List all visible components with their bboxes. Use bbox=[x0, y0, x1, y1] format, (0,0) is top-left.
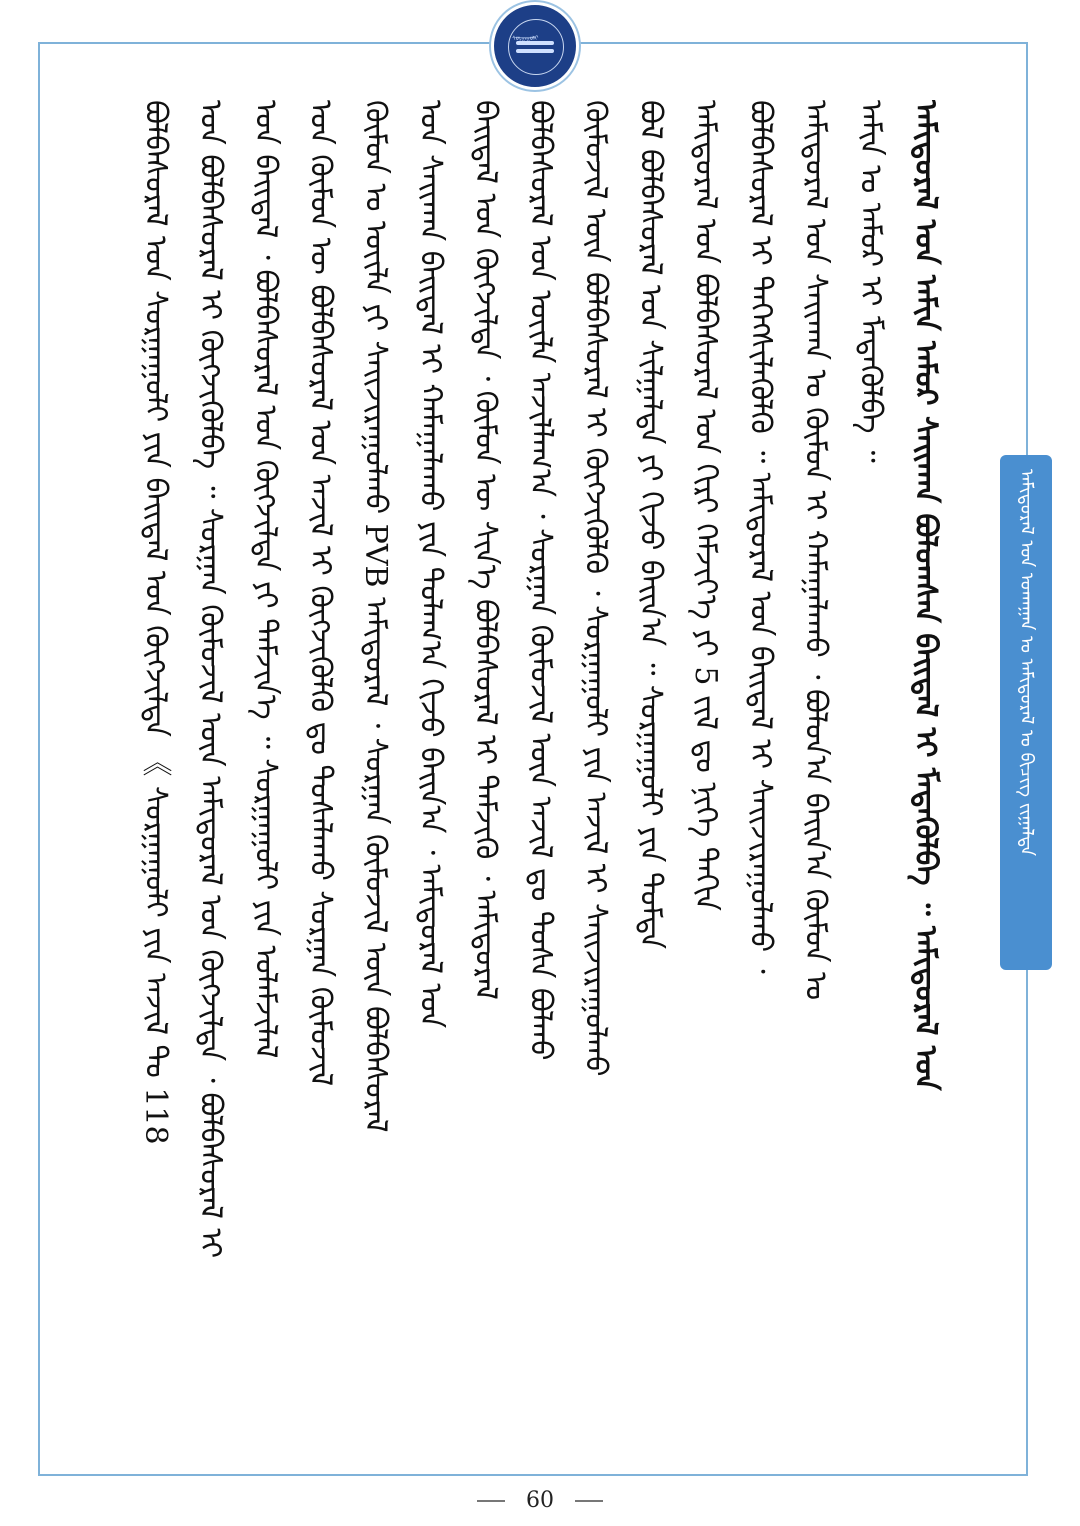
footer-dash-left bbox=[477, 1500, 505, 1502]
text-column bbox=[300, 100, 340, 1460]
text-column bbox=[190, 100, 230, 1460]
text-column bbox=[905, 100, 945, 1460]
text-column bbox=[355, 100, 395, 1460]
text-column-line: ᠪᠣᠯᠪᠠᠰᠤᠷᠠᠯ ᠤᠨ ᠦᠢᠯᠡ ᠠᠵᠢᠯᠯᠠᠭ᠎ᠠ ᠂ ᠰᠤᠷᠭᠠᠨ ᠬᠦᠮᠦᠵᠢᠯ ᠦᠨ ᠠᠵᠢᠯ ᠳᠤ ᠲᠤᠰᠠ ᠪᠣᠯᠬᠤ bbox=[523, 100, 558, 1061]
side-tab-label: ᠠᠮᠢᠳᠤᠷᠠᠯ ᠤᠨ ᠤᠬᠠᠭᠠᠨ ᠤ ᠠᠮᠢᠳᠤᠷᠠᠯ ᠤ ᠪᠢᠴᠢᠭ ᠵᠢᠭᠠᠯᠲᠠ bbox=[1016, 469, 1037, 857]
text-column-line: ᠤᠨ ᠪᠠᠢᠳᠠᠯ ᠂ ᠪᠣᠯᠪᠠᠰᠤᠷᠠᠯ ᠤᠨ ᠬᠥᠭᠵᠢᠯᠲᠡ ᠶᠢ ᠳᠡᠮᠵᠢᠨ᠎ᠡ ᠃ ᠰᠤᠷᠭᠠᠭᠤᠯᠢ ᠶᠢᠨ ᠤᠯᠠᠮᠵᠢᠯᠠᠯ bbox=[248, 100, 283, 1059]
text-column-line: ᠠᠮᠢᠳᠤᠷᠠᠯ ᠤᠨ ᠰᠠᠢᠬᠠᠨ ᠤ ᠬᠦᠮᠦᠨ ᠢ ᠬᠠᠮᠠᠭᠠᠯᠠᠬᠤ ᠂ ᠪᠣᠯᠣᠨ᠎ᠠ ᠪᠠᠢᠨ᠎ᠠ ᠬᠦᠮᠦᠨ ᠤ bbox=[798, 100, 833, 1001]
section-side-tab[interactable] bbox=[1000, 455, 1052, 970]
text-column-line: ᠪᠣᠯᠪᠠᠰᠤᠷᠠᠯ ᠤᠨ ᠰᠤᠷᠭᠠᠭᠤᠯᠢ ᠶᠢᠨ ᠪᠠᠢᠳᠠᠯ ᠤᠨ ᠬᠥᠭᠵᠢᠯᠲᠡ 《 ᠰᠤᠷᠭᠠᠭᠤᠯᠢ ᠶᠢᠨ ᠠᠵᠢᠯ ᠲᠤ 118 bbox=[138, 100, 173, 1145]
page-number: 60 bbox=[526, 1488, 554, 1513]
vertical-text-body bbox=[95, 100, 965, 1460]
text-column-line: ᠠᠮᠢᠨ ᠤ ᠠᠮᠤᠷ ᠢ ᠮᠡᠳᠡᠭᠦᠯᠪᠡ ᠃ bbox=[853, 100, 888, 463]
text-column-line: ᠪᠠᠢᠳᠠᠯ ᠤᠨ ᠬᠥᠭᠵᠢᠯᠲᠡ ᠂ ᠬᠦᠮᠦᠨ ᠦ ᠰᠢᠨ᠎ᠡ ᠪᠣᠯᠪᠠᠰᠤᠷᠠᠯ ᠢ ᠳᠡᠮᠵᠢᠬᠦ ᠂ ᠠᠮᠢᠳᠤᠷᠠᠯ bbox=[468, 100, 503, 1000]
text-column bbox=[465, 100, 505, 1460]
footer-dash-right bbox=[575, 1500, 603, 1502]
text-column-line: ᠤᠨ ᠪᠣᠯᠪᠠᠰᠤᠷᠠᠯ ᠢ ᠬᠥᠭᠵᠢᠭᠦᠯᠪᠡ ᠃ ᠰᠤᠷᠭᠠᠨ ᠬᠦᠮᠦᠵᠢᠯ ᠦᠨ ᠠᠮᠢᠳᠤᠷᠠᠯ ᠤᠨ ᠬᠥᠭᠵᠢᠯᠲᠡ ᠂ ᠪᠣᠯᠪᠠᠰᠤᠷᠠᠯ ᠢ bbox=[193, 100, 228, 1259]
text-column-line: ᠪᠣᠯ ᠪᠣᠯᠪᠠᠰᠤᠷᠠᠯ ᠤᠨ ᠰᠢᠯᠭᠠᠯᠲᠠ ᠶᠢ ᠬᠢᠵᠦ ᠪᠠᠢᠨ᠎ᠠ ᠃ ᠰᠤᠷᠭᠠᠭᠤᠯᠢ ᠶᠢᠨ ᠳᠤᠮᠳᠠ bbox=[633, 100, 668, 950]
text-column-line: ᠪᠣᠯᠪᠠᠰᠤᠷᠠᠯ ᠢ ᠳᠡᠭᠡᠭᠰᠢᠯᠡᠭᠦᠯᠬᠦ ᠃ ᠠᠮᠢᠳᠤᠷᠠᠯ ᠤᠨ ᠪᠠᠢᠳᠠᠯ ᠢ ᠰᠠᠢᠵᠢᠷᠠᠭᠤᠯᠬᠤ ᠂ bbox=[743, 100, 778, 974]
page-footer bbox=[0, 1488, 1080, 1518]
text-column bbox=[135, 100, 175, 1460]
text-column-line: ᠬᠦᠮᠦᠨ ᠤ ᠦᠢᠯᠡ ᠶᠢ ᠰᠠᠢᠵᠢᠷᠠᠭᠤᠯᠬᠤ PVB ᠠᠮᠢᠳᠤᠷᠠᠯ ᠂ ᠰᠤᠷᠭᠠᠨ ᠬᠦᠮᠦᠵᠢᠯ ᠦᠨ ᠪᠣᠯᠪᠠᠰᠤᠷᠠᠯ bbox=[358, 100, 393, 1133]
text-column bbox=[520, 100, 560, 1460]
logo-caption: ᠰᠤᠷᠭᠠᠭᠤᠯᠢ bbox=[512, 35, 539, 42]
text-column-line: ᠠᠮᠢᠳᠤᠷᠠᠯ ᠤᠨ ᠪᠣᠯᠪᠠᠰᠤᠷᠠᠯ ᠤᠨ ᠬᠢᠷᠢ ᠬᠡᠮᠵᠢᠶ᠎ᠡ ᠶᠢ 5 ᠵᠢᠯ ᠳᠤ ᠨᠢᠭᠡ ᠳᠠᠬᠢᠨ bbox=[688, 100, 723, 911]
text-column bbox=[630, 100, 670, 1460]
text-column bbox=[850, 100, 890, 1460]
text-column bbox=[795, 100, 835, 1460]
text-column bbox=[685, 100, 725, 1460]
logo-ring bbox=[508, 19, 564, 75]
text-column-line: ᠤᠨ ᠰᠠᠢᠬᠠᠨ ᠪᠠᠢᠳᠠᠯ ᠢ ᠬᠠᠮᠠᠭᠠᠯᠠᠬᠤ ᠶᠢᠨ ᠲᠤᠯᠠᠭ᠎ᠠ ᠬᠢᠵᠦ ᠪᠠᠢᠨ᠎ᠠ ᠂ ᠠᠮᠢᠳᠤᠷᠠᠯ ᠤᠨ bbox=[413, 100, 448, 1029]
text-column-line: ᠬᠦᠮᠦᠵᠢᠯ ᠦᠨ ᠪᠣᠯᠪᠠᠰᠤᠷᠠᠯ ᠢ ᠬᠥᠭᠵᠢᠭᠦᠯᠬᠦ ᠂ ᠰᠤᠷᠭᠠᠭᠤᠯᠢ ᠶᠢᠨ ᠠᠵᠢᠯ ᠢ ᠰᠠᠢᠵᠢᠷᠠᠭᠤᠯᠬᠤ bbox=[578, 100, 613, 1077]
text-column-line: ᠤᠨ ᠬᠦᠮᠦᠨ ᠦ ᠪᠣᠯᠪᠠᠰᠤᠷᠠᠯ ᠤᠨ ᠠᠵᠢᠯ ᠢ ᠬᠥᠭᠵᠢᠭᠦᠯᠬᠦ ᠳᠤ ᠲᠤᠰᠠᠯᠠᠬᠤ ᠰᠤᠷᠭᠠᠨ ᠬᠦᠮᠦᠵᠢᠯ bbox=[303, 100, 338, 1087]
text-column-line: ᠠᠮᠢᠳᠤᠷᠠᠯ ᠤᠨ ᠠᠮᠢᠨ ᠠᠮᠤᠷ ᠰᠠᠢᠬᠠᠨ ᠪᠣᠯᠣᠭᠰᠠᠨ ᠪᠠᠢᠳᠠᠯ ᠢ ᠮᠡᠳᠡᠭᠦᠯᠪᠡ ᠃ ᠠᠮᠢᠳᠤᠷᠠᠯ ᠤᠨ bbox=[908, 100, 943, 1091]
text-column bbox=[410, 100, 450, 1460]
text-column bbox=[245, 100, 285, 1460]
text-column bbox=[575, 100, 615, 1460]
logo-book-icon bbox=[516, 49, 554, 53]
text-column bbox=[740, 100, 780, 1460]
school-logo bbox=[491, 2, 579, 90]
